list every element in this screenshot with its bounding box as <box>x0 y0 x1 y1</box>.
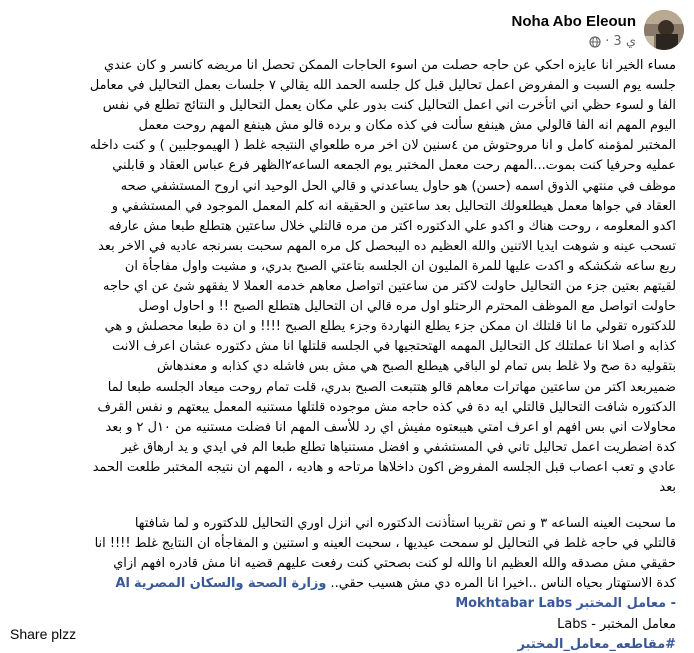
author-avatar[interactable] <box>644 10 684 50</box>
post-line: جلسه يوم السبت و المفروض اعمل تحاليل قبل كل جلسه الحمد الله يقالي ٧ جلسات بعمل التحاليل في معامل <box>89 78 676 94</box>
mention-ministry-link[interactable]: وزارة الصحة والسكان المصرية <box>133 576 327 592</box>
post-line: مساء الخير انا عايزه احكي عن حاجه حصلت من اسوء الحاجات الممكن تحصل انا مريضه كانسر و كان عندي <box>104 58 676 73</box>
post-line: ما سحبت العينه الساعه ٣ و نص تقريبا استأذنت الدكتوره اني انزل اوري التحاليل للدكتوره و لما شافتها <box>134 516 676 532</box>
post-line: اكدو المعلومه ، روحت هناك و اكدو علي الدكتوره اكتر من مره قالتلي خلال ساعتين هتطلع طبعا مش عارفه <box>108 218 676 234</box>
author-name[interactable]: Noha Abo Eleoun <box>511 13 636 30</box>
hashtag-link[interactable]: #مقاطعه_معامل_المختبر <box>517 636 676 652</box>
post-line: حاولت اتواصل مع الموظف المحترم الرحتلو اول مره قالي ان التحاليل هتطلع الصبح !! و احاول اوصل <box>138 299 676 315</box>
post-line: بعد <box>659 479 676 495</box>
mention-mokhtabar-en-link[interactable]: Mokhtabar Labs <box>455 596 573 612</box>
post-line: اليوم المهم انه الفا قالولي مش هينفع سألت في كذه مكان و برده قالو مش هينفع المهم روحت معمل <box>138 118 676 134</box>
post-line-mentions <box>16 574 676 594</box>
post-meta <box>589 34 636 49</box>
share-text: Share plzz <box>10 626 77 642</box>
post-line: عادي و تعب اعصاب قبل الجلسه المفروض اكون داخلاها مرتاحه و هاديه ، المهم ان نتيجه المختبر طلعت الحمد <box>92 459 676 475</box>
post-line: كدة اضطريت اعمل تحاليل تاني في المستشفي و افضل مستنياها تطلع طبعا الم في ايدي و يد ارهاق غير <box>121 439 676 455</box>
meta-separator: · <box>605 34 610 49</box>
mention-mokhtabar-ar-link[interactable]: - معامل المختبر <box>576 596 676 612</box>
post-line: معامل المختبر - Labs <box>557 616 676 632</box>
paragraph-gap <box>16 498 676 514</box>
post-time[interactable]: 3 ي <box>613 34 636 49</box>
post-line: المختبر لمؤمنه كامل و انا مروحتوش من ٤سنين لان اخر مره طلعواي النتيجه غلط ( الهيموجلبين ) و كنت داخله <box>89 138 676 154</box>
post-header <box>0 0 694 60</box>
post-line: عمليه وحرفيا كنت بموت...المهم رحت معمل المختبر يوم الجمعه الساعه٢الظهر فرع عباس العقاد و قابلني <box>112 158 676 174</box>
post-line: الفا و لسوء حظي اني اتأخرت اني اعمل التحاليل كنت بدور علي مكان يعمل التحاليل و النتائج تطلع في نفس <box>102 98 676 114</box>
post-line: قالتلي في حاجه غلط في التحاليل لو سمحت عيديها ، سحبت العينه و استنين و المفاجأه ان النتايج غلط !!!! انا <box>94 536 676 552</box>
post-line: بتقوليه دة صح ولا غلط بس تمام لو الباقي هيطلع الصبح هي مش بس فاشله دي كذابه و معندهاش <box>156 359 676 375</box>
post-line: لقيتهم بعتين جزء من التحاليل حاولت لاكتر من ساعتين اتواصل معاهم خدمه العملا لا يفقهو شئ عن اي حاجه <box>103 279 676 295</box>
post-line: تسحب عينه و شوهت ايديا الاتنين والله العظيم ده اليبحصل كل مره المهم سحبت بسرنجه عاديه في الاخر بعد <box>98 238 676 254</box>
avatar-photo-icon <box>644 10 684 50</box>
post-line: العقاد في جواها معمل هيطلعولك التحاليل بعد ساعتين و الحقيقه انه كلم المعمل الموجود في المستشفي و <box>111 198 676 214</box>
post-line: ربع ساعه شكشكه و اكدت عليها للمرة المليون ان الجلسه بتاعتي الصبح بدري، و مشيت واول مفاجأة ان <box>124 258 676 274</box>
post-line: كذابه و اصلا انا عملتلك كل التحاليل المهمه الهتحتجيها في الجلسه قلتلها انا مش دكتوره عشان اعرف الانت <box>112 339 676 355</box>
mention-ai-link[interactable]: Al <box>115 576 130 592</box>
post-line: للدكتوره تقولي ما انا قلتلك ان ممكن جزء يطلع النهاردة وجزء يطلع الصبح !!!! و ان دة طبعا محصلش و هي <box>104 319 676 335</box>
post-body <box>16 56 676 653</box>
globe-icon[interactable] <box>589 36 601 48</box>
post-line: محاولات اني بس افهم او اعرف امتي هيبعتوه مفيش اي رد للأسف المهم انا فضلت مستنيه من ١٠ل ٢ و بعد <box>105 419 676 435</box>
post-line: موظف في منتهي الذوق اسمه (حسن) هو حاول يساعدني و قالي الحل الوحيد اني اروح المستشفي صحه <box>120 178 676 194</box>
post-line: الدكتوره شافت التحاليل قالتلي ايه دة في كذه حاجه مش موجوده قلتلها مستنيه المعمل يبعتهم و نفس القرف <box>97 399 676 415</box>
post-line: ضميربعد اكتر من ساعتين مهاترات معاهم قالو هتتبعت الصبح بدري، قلت تمام روحت ميعاد الجلسه طبعا لما <box>107 379 676 395</box>
post-line: حقيقي مش مصدقه والله العظيم انا والله لو كنت بصحتي كنت رفعت عليهم قضيه انا مش قادره افهم ازاي <box>113 556 676 572</box>
post-line: كدة الاستهتار بحياه الناس ..اخيرا انا المره دي مش هسيب حقي.. <box>330 576 676 592</box>
post-line-mentions <box>16 594 676 614</box>
